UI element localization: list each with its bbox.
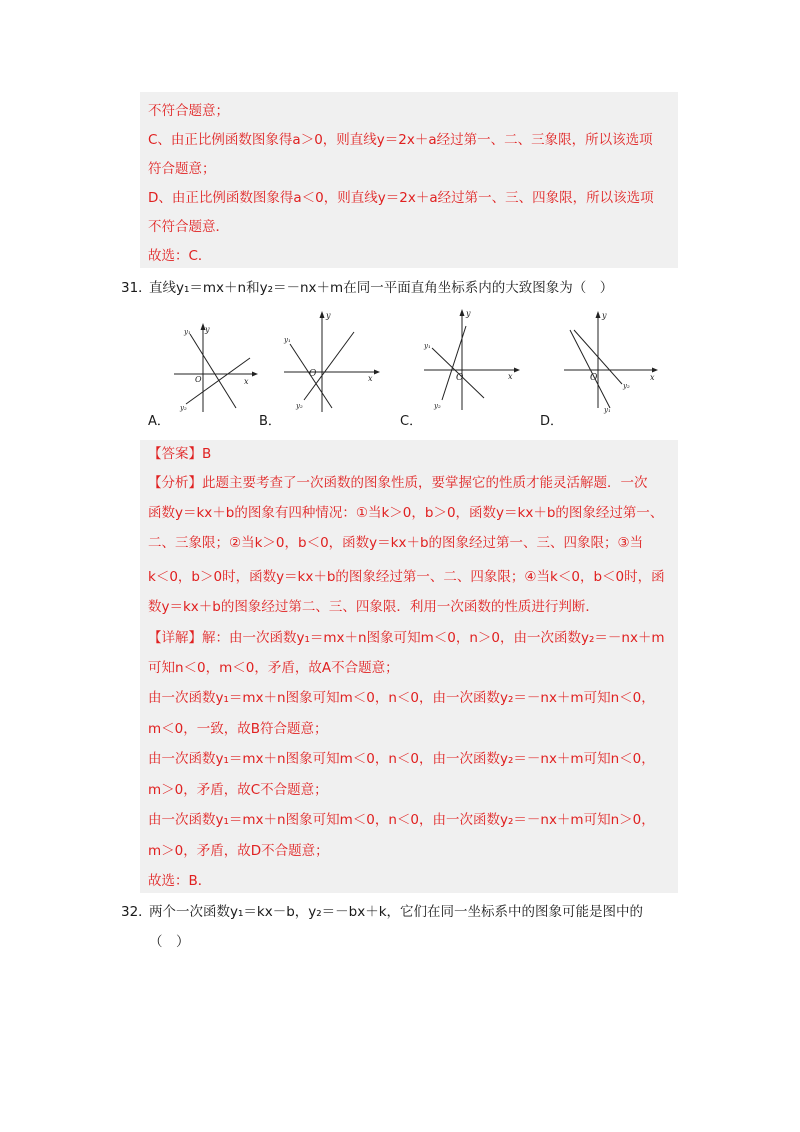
graph-c-y-axis-label: y <box>466 309 471 318</box>
prev-solution-line-2: C、由正比例函数图象得a＞0，则直线y＝2x＋a经过第一、二、三象限，所以该选项 <box>148 132 653 148</box>
graph-d-line1-label: y₁ <box>604 406 611 414</box>
graph-b-x-axis-label: x <box>368 374 373 383</box>
detail-line-6: m＞0，矛盾，故C不合题意； <box>148 782 328 798</box>
graph-d-x-axis-label: x <box>650 373 655 382</box>
graph-d-origin-label: O <box>590 373 598 383</box>
option-b-label: B． <box>259 414 281 429</box>
graph-a-line1-label: y₁ <box>184 328 191 336</box>
detail-line-3: 由一次函数y₁＝mx＋n图象可知m＜0，n＜0，由一次函数y₂＝－nx＋m可知n＜0， <box>148 690 655 706</box>
detail-line-8: m＞0，矛盾，故D不合题意； <box>148 843 329 859</box>
graph-a-line2-label: y₂ <box>180 404 187 412</box>
detail-line-5: 由一次函数y₁＝mx＋n图象可知m＜0，n＜0，由一次函数y₂＝－nx＋m可知n＜0， <box>148 751 655 767</box>
prev-solution-line-4: D、由正比例函数图象得a＜0，则直线y＝2x＋a经过第一、三、四象限，所以该选项 <box>148 190 654 206</box>
graph-a-origin-label: O <box>195 375 202 384</box>
detail-line-4: m＜0，一致，故B符合题意； <box>148 721 328 737</box>
graph-d-y-axis-label: y <box>602 311 607 320</box>
question-32-number: 32． <box>121 904 152 920</box>
prev-solution-line-5: 不符合题意． <box>148 219 229 235</box>
solution-31-answer: 【答案】B <box>148 446 212 462</box>
detail-line-2: 可知n＜0，m＜0，矛盾，故A不合题意； <box>148 660 399 676</box>
analysis-line-2: 函数y＝kx＋b的图象有四种情况：①当k＞0，b＞0，函数y＝kx＋b的图象经过第一、 <box>148 505 664 521</box>
graph-option-d <box>560 308 664 414</box>
graph-b-line2-label: y₂ <box>296 402 303 410</box>
detail-line-7: 由一次函数y₁＝mx＋n图象可知m＜0，n＜0，由一次函数y₂＝－nx＋m可知n＞0， <box>148 812 655 828</box>
graph-option-a <box>168 318 260 414</box>
option-c-label: C． <box>400 414 423 429</box>
graph-d-line2-label: y₂ <box>623 382 630 390</box>
graph-c-line1-label: y₁ <box>424 342 431 350</box>
detail-line-1: 【详解】解：由一次函数y₁＝mx＋n图象可知m＜0，n＞0，由一次函数y₂＝－nx＋m <box>148 630 665 646</box>
graph-option-c <box>420 306 520 412</box>
option-a-label: A． <box>148 414 170 429</box>
prev-solution-line-3: 符合题意； <box>148 161 216 177</box>
analysis-line-5: 数y＝kx＋b的图象经过第二、三、四象限．利用一次函数的性质进行判断． <box>148 599 599 615</box>
graph-c-x-axis-label: x <box>508 372 513 381</box>
graph-b-y-axis-label: y <box>326 311 331 320</box>
detail-line-9: 故选：B． <box>148 873 212 889</box>
analysis-line-4: k＜0，b＞0时，函数y＝kx＋b的图象经过第一、二、四象限；④当k＜0，b＜0时，函 <box>148 569 665 585</box>
graph-a-y-axis-label: y <box>205 325 210 334</box>
graph-b-line1-label: y₁ <box>284 336 291 344</box>
question-31-number: 31． <box>121 280 152 296</box>
analysis-line-3: 二、三象限；②当k＞0，b＜0，函数y＝kx＋b的图象经过第一、三、四象限；③当 <box>148 535 644 551</box>
graph-c-origin-label: O <box>456 373 464 383</box>
graph-c-line2-label: y₂ <box>434 402 441 410</box>
graph-a-x-axis-label: x <box>244 377 249 386</box>
option-d-label: D． <box>540 414 564 429</box>
graph-option-b <box>280 308 380 414</box>
question-32-line-2: （ ） <box>149 934 190 950</box>
analysis-line-1: 【分析】此题主要考查了一次函数的图象性质，要掌握它的性质才能灵活解题．一次 <box>148 475 648 491</box>
prev-solution-line-6: 故选：C． <box>148 248 212 264</box>
graph-b-origin-label: O <box>309 369 317 379</box>
prev-solution-line-1: 不符合题意； <box>148 103 229 119</box>
question-32-line-1: 两个一次函数y₁＝kx－b，y₂＝－bx＋k，它们在同一坐标系中的图象可能是图中的 <box>149 904 644 920</box>
question-31-text: 直线y₁＝mx＋n和y₂＝－nx＋m在同一平面直角坐标系内的大致图象为（ ） <box>149 280 614 296</box>
